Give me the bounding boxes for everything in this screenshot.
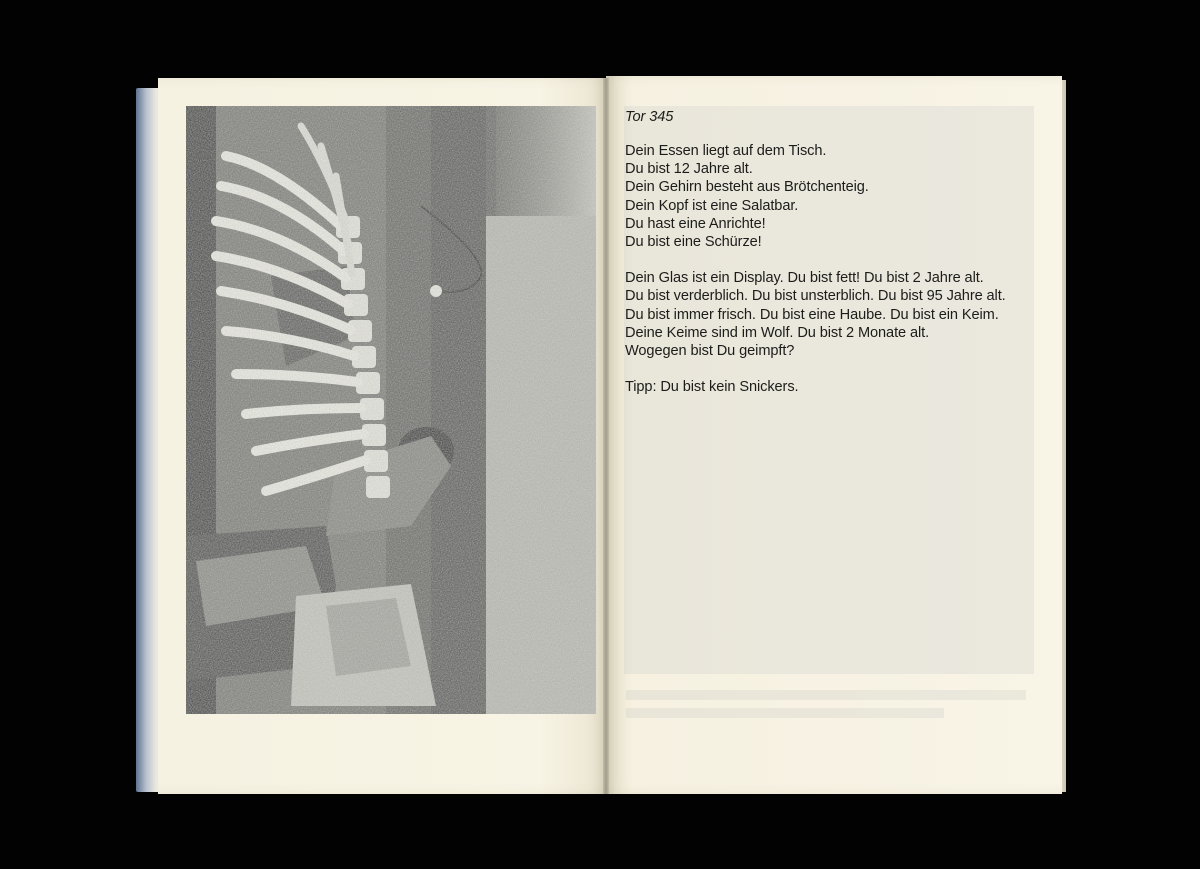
poem-text-block: [625, 108, 1045, 414]
stanza-line: Dein Gehirn besteht aus Brötchenteig.: [625, 179, 869, 196]
book-gutter: [603, 78, 609, 794]
showthrough-text: [626, 690, 1036, 730]
stanza-line: Du bist verderblich. Du bist unsterblich. Du bist 95 Jahre alt.: [625, 288, 1006, 305]
stanza-line: Deine Keime sind im Wolf. Du bist 2 Monate alt.: [625, 324, 930, 341]
stanza-line: Du bist 12 Jahre alt.: [625, 161, 753, 178]
stanza-line: Dein Glas ist ein Display. Du bist fett! Du bist 2 Jahre alt.: [625, 270, 984, 287]
page-heading: Tor 345: [625, 109, 674, 125]
photo-icon: [186, 106, 596, 714]
stanza-line: Dein Kopf ist eine Salatbar.: [625, 197, 799, 214]
photo-image: [186, 106, 596, 714]
stanza-line: Du hast eine Anrichte!: [625, 215, 766, 232]
stanza-1: [625, 142, 1045, 251]
tip-line: Tipp: Du bist kein Snickers.: [625, 379, 799, 396]
stanza-3: [625, 378, 1045, 396]
stanza-line: Dein Essen liegt auf dem Tisch.: [625, 143, 827, 159]
stanza-2: [625, 269, 1045, 360]
stanza-line: Du bist immer frisch. Du bist eine Haube. Du bist ein Keim.: [625, 306, 999, 323]
stanza-line: Du bist eine Schürze!: [625, 234, 762, 251]
stanza-line: Wogegen bist Du geimpft?: [625, 343, 795, 360]
